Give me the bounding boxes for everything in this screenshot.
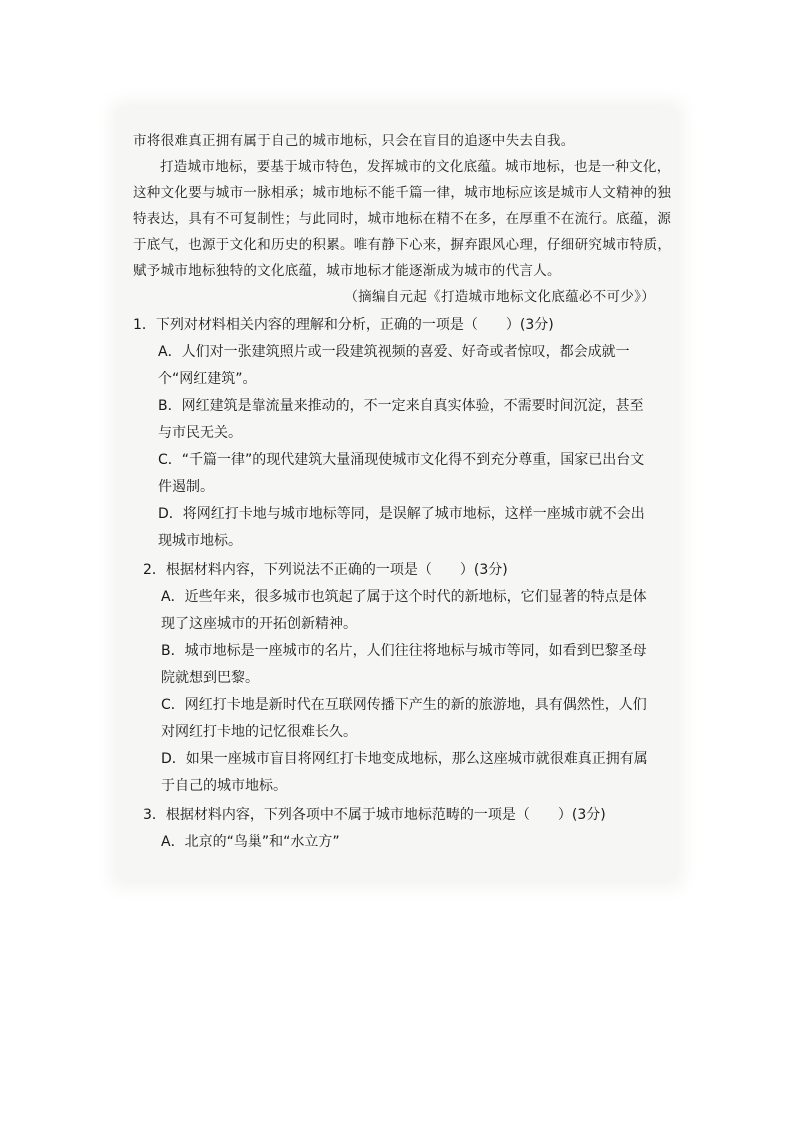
question-stem: 1．下列对材料相关内容的理解和分析，正确的一项是（ ）(3分) bbox=[133, 317, 554, 333]
option-a: A．人们对一张建筑照片或一段建筑视频的喜爱、好奇或者惊叹，都会成就一个“网红建筑”。 bbox=[158, 344, 630, 387]
question-3 bbox=[133, 802, 673, 856]
option-c: C．网红打卡地是新时代在互联网传播下产生的新的旅游地，具有偶然性，人们对网红打卡地的记忆很难长久。 bbox=[161, 697, 647, 740]
option-d: D．如果一座城市盲目将网红打卡地变成地标，那么这座城市就很难真正拥有属于自己的城市地标。 bbox=[161, 751, 648, 794]
passage-paragraph-2: 打造城市地标，要基于城市特色，发挥城市的文化底蕴。城市地标，也是一种文化，这种文化要与城市一脉相承；城市地标不能千篇一律，城市地标应该是城市人文精神的独特表达，具有不可复制性；与此同时，城市地标在精不在多，在厚重不在流行。底蕴，源于底气，也源于文化和历史的积累。唯有静下心来，摒弃跟风心理，仔细研究城市特质，赋予城市地标独特的文化底蕴，城市地标才能逐渐成为城市的代言人。 bbox=[133, 159, 672, 279]
reading-passage bbox=[133, 128, 673, 310]
option-b: B．网红建筑是靠流量来推动的，不一定来自真实体验，不需要时间沉淀，甚至与市民无关。 bbox=[158, 398, 644, 441]
option-a: A．北京的“鸟巢”和“水立方” bbox=[161, 834, 340, 850]
option-d: D．将网红打卡地与城市地标等同，是误解了城市地标，这样一座城市就不会出现城市地标。 bbox=[158, 506, 645, 549]
exam-page bbox=[133, 128, 673, 856]
question-stem: 3．根据材料内容，下列各项中不属于城市地标范畴的一项是（ ）(3分) bbox=[143, 807, 606, 823]
question-stem: 2．根据材料内容，下列说法不正确的一项是（ ）(3分) bbox=[143, 562, 508, 578]
option-b: B．城市地标是一座城市的名片，人们往往将地标与城市等同，如看到巴黎圣母院就想到巴黎。 bbox=[161, 643, 647, 686]
option-a: A．近些年来，很多城市也筑起了属于这个时代的新地标，它们显著的特点是体现了这座城市的开拓创新精神。 bbox=[161, 589, 647, 632]
question-2 bbox=[133, 557, 673, 800]
question-1 bbox=[133, 312, 673, 555]
passage-source: （摘编自元起《打造城市地标文化底蕴必不可少》） bbox=[344, 289, 655, 305]
passage-paragraph-1: 市将很难真正拥有属于自己的城市地标，只会在盲目的追逐中失去自我。 bbox=[133, 133, 575, 149]
option-c: C．“千篇一律”的现代建筑大量涌现使城市文化得不到充分尊重，国家已出台文件遏制。 bbox=[158, 452, 645, 495]
